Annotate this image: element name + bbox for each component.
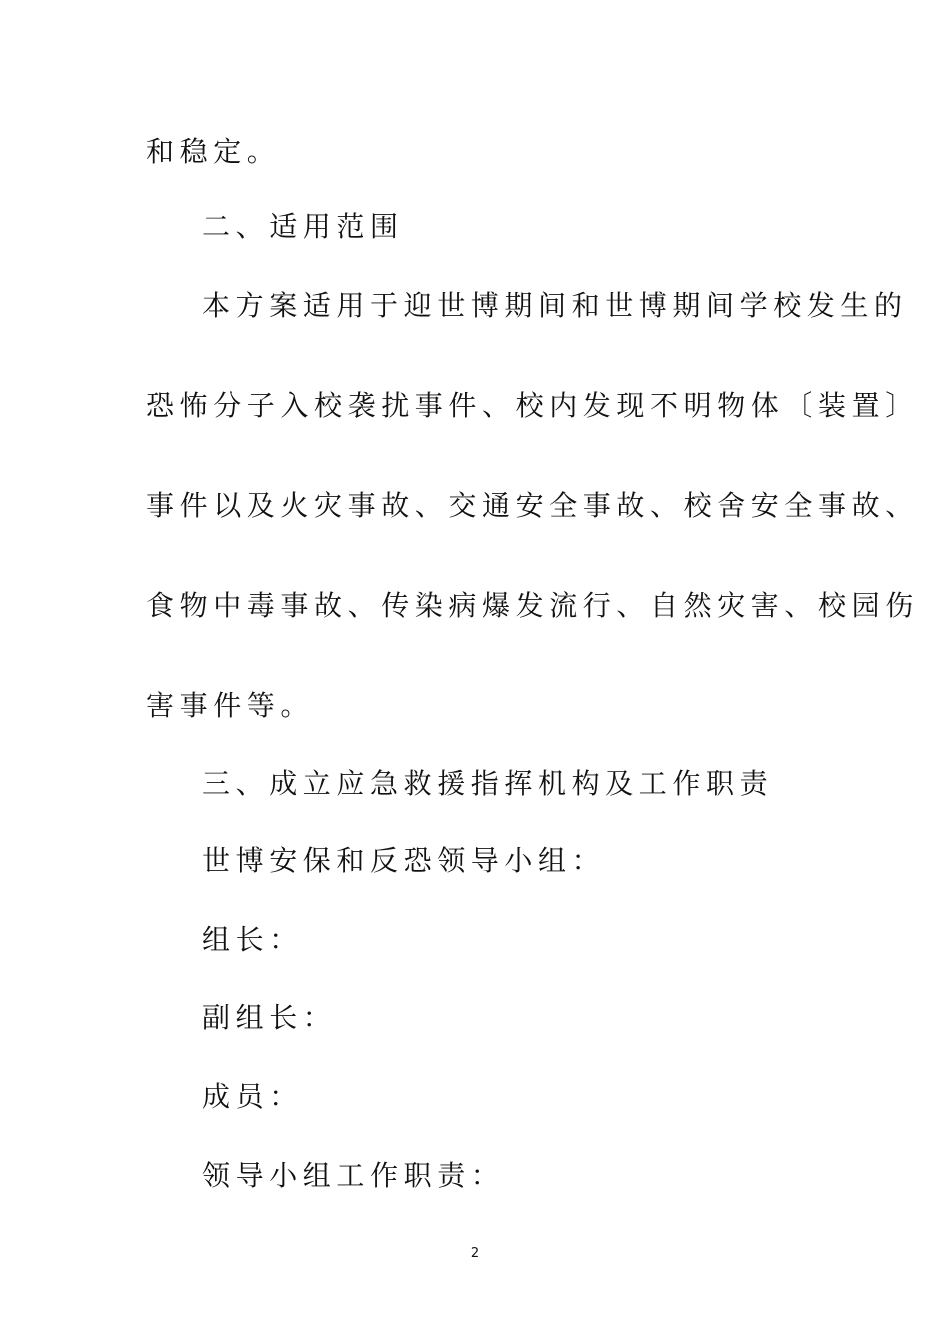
section-heading-scope: 二、适用范围 [202, 210, 404, 243]
text-line-5: 事件以及火灾事故、交通安全事故、校舍安全事故、 [146, 489, 919, 522]
text-line-4: 恐怖分子入校袭扰事件、校内发现不明物体〔装置〕 [146, 389, 919, 422]
text-line-1: 和稳定。 [146, 135, 281, 168]
text-line-7: 害事件等。 [146, 689, 315, 722]
text-line-12: 成员： [202, 1080, 303, 1113]
text-line-3: 本方案适用于迎世博期间和世博期间学校发生的 [202, 289, 908, 322]
text-line-13: 领导小组工作职责： [202, 1159, 505, 1192]
page-number: 2 [470, 1246, 480, 1261]
section-heading-command: 三、成立应急救援指挥机构及工作职责 [202, 767, 774, 800]
text-line-11: 副组长： [202, 1001, 337, 1034]
text-line-10: 组长： [202, 923, 303, 956]
text-line-9: 世博安保和反恐领导小组： [202, 844, 606, 877]
text-line-6: 食物中毒事故、传染病爆发流行、自然灾害、校园伤 [146, 589, 919, 622]
